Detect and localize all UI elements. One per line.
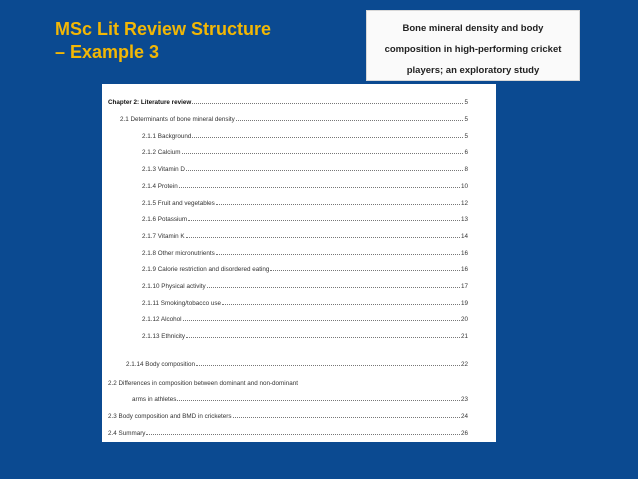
toc-entry (102, 293, 468, 307)
toc-entry-label: 2.1.5 Fruit and vegetables (142, 200, 215, 207)
toc-page-number: 10 (460, 183, 468, 190)
toc-entry (102, 142, 468, 156)
toc-entry-label: 2.2 Differences in composition between dominant and non-dominant (108, 380, 298, 387)
toc-dot-leader (183, 320, 460, 321)
toc-entry-label: Chapter 2: Literature review (108, 99, 192, 106)
toc-entry (102, 259, 468, 273)
toc-entry-label: 2.1.4 Protein (142, 183, 178, 190)
toc-page-number: 5 (464, 133, 468, 140)
toc-page-number: 12 (460, 200, 468, 207)
toc-entry (102, 309, 468, 323)
toc-page-number: 22 (460, 361, 468, 368)
toc-dot-leader (207, 287, 460, 288)
toc-entry-label: 2.1.12 Alcohol (142, 316, 182, 323)
toc-page-number: 14 (460, 233, 468, 240)
toc-entry (102, 226, 468, 240)
toc-dot-leader (233, 417, 460, 418)
toc-page-number: 17 (460, 283, 468, 290)
toc-entry (102, 193, 468, 207)
slide-title-line-1: MSc Lit Review Structure (55, 19, 272, 39)
toc-dot-leader (177, 400, 460, 401)
toc-dot-leader (236, 120, 464, 121)
study-title-line: players; an exploratory study (406, 65, 540, 76)
toc-dot-leader (216, 204, 460, 205)
toc-entry-label: 2.1.14 Body composition (126, 361, 195, 368)
study-title-box (366, 10, 580, 81)
toc-dot-leader (186, 237, 460, 238)
toc-entry-label: 2.1.10 Physical activity (142, 283, 206, 290)
toc-dot-leader (192, 103, 463, 104)
toc-dot-leader (192, 137, 463, 138)
toc-entry (102, 354, 468, 368)
toc-entry (102, 109, 468, 123)
toc-entry-label: 2.1 Determinants of bone mineral density (120, 116, 235, 123)
study-title-line: Bone mineral density and body (402, 23, 544, 34)
toc-page-number: 19 (460, 300, 468, 307)
toc-page-number: 16 (460, 250, 468, 257)
toc-dot-leader (186, 337, 460, 338)
toc-entry (102, 176, 468, 190)
toc-dot-leader (188, 220, 460, 221)
toc-page-number: 5 (464, 116, 468, 123)
toc-dot-leader (186, 170, 464, 171)
toc-page-number: 23 (460, 396, 468, 403)
toc-dot-leader (182, 153, 464, 154)
toc-dot-leader (216, 254, 460, 255)
toc-entry (102, 126, 468, 140)
toc-page-number: 13 (460, 216, 468, 223)
toc-page-number: 8 (464, 166, 468, 173)
toc-page-number: 20 (460, 316, 468, 323)
toc-entry-label: 2.1.7 Vitamin K (142, 233, 185, 240)
toc-entry (102, 423, 468, 437)
toc-entry-label: 2.4 Summary (108, 430, 146, 437)
study-title-line: composition in high-performing cricket (384, 44, 562, 55)
toc-entry (102, 159, 468, 173)
slide-title-line-2: – Example 3 (55, 42, 160, 62)
toc-entry-label: 2.1.9 Calorie restriction and disordered eating (142, 266, 270, 273)
toc-entry (102, 209, 468, 223)
slide-title (55, 18, 271, 64)
toc-entry (102, 406, 468, 420)
toc-page-number: 5 (464, 99, 468, 106)
toc-page-number: 16 (460, 266, 468, 273)
toc-entry-label: 2.1.3 Vitamin D (142, 166, 185, 173)
toc-dot-leader (222, 304, 460, 305)
toc-entry (102, 326, 468, 340)
toc-dot-leader (146, 434, 460, 435)
toc-entry-label: 2.1.13 Ethnicity (142, 333, 186, 340)
toc-page-number: 21 (460, 333, 468, 340)
toc-entry (102, 92, 468, 106)
toc-dot-leader (270, 270, 460, 271)
toc-entry-label: 2.1.8 Other micronutrients (142, 250, 215, 257)
toc-entry-label: 2.1.11 Smoking/tobacco use (142, 300, 221, 307)
toc-dot-leader (179, 187, 460, 188)
toc-entry-label: 2.1.2 Calcium (142, 149, 181, 156)
toc-entry (102, 389, 468, 403)
toc-entry-label: 2.1.1 Background (142, 133, 192, 140)
table-of-contents (102, 84, 496, 442)
toc-entry-label: 2.1.6 Potassium (142, 216, 188, 223)
toc-entry-label: arms in athletes (132, 396, 177, 403)
toc-entry-label: 2.3 Body composition and BMD in cricketers (108, 413, 232, 420)
toc-dot-leader (196, 365, 460, 366)
toc-entry (102, 243, 468, 257)
toc-page-number: 6 (464, 149, 468, 156)
toc-page-number: 24 (460, 413, 468, 420)
toc-entry (102, 373, 468, 387)
toc-entry (102, 276, 468, 290)
toc-page-number: 26 (460, 430, 468, 437)
